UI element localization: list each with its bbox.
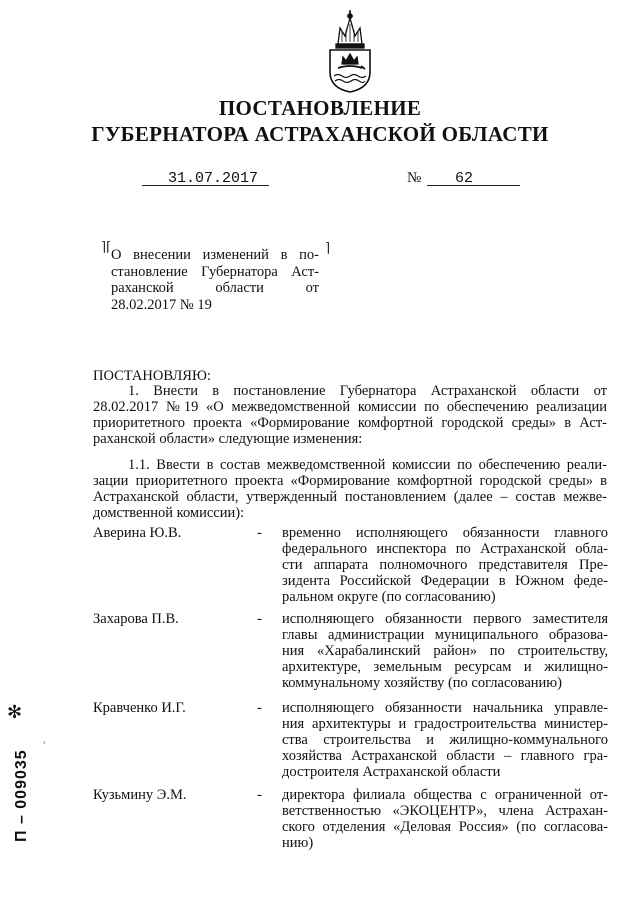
document-date: 31.07.2017: [168, 170, 259, 187]
paragraph-2-line: домственной комиссии):: [93, 505, 245, 521]
margin-serial-number: П – 009035: [13, 749, 30, 842]
member-description-line: хозяйства Астраханской области – главного гра-: [282, 748, 608, 764]
member-description: [282, 525, 608, 605]
member-description-line: исполняющего обязанности первого заместителя: [282, 611, 608, 627]
member-description-line: главы администрации муниципального образова-: [282, 627, 608, 643]
member-description: [282, 700, 608, 780]
member-description-line: ского отделения «Деловая Россия» (по согласова-: [282, 819, 608, 835]
member-dash: -: [257, 611, 262, 627]
margin-tick-mark: ′: [43, 738, 46, 752]
member-description-line: ния «Харабалинский район» по строительству,: [282, 643, 608, 659]
date-underline: [142, 185, 269, 186]
member-description-line: исполняющего обязанности начальника управле-: [282, 700, 608, 716]
margin-asterisk-icon: ✻: [7, 702, 23, 723]
member-description: [282, 787, 608, 851]
member-dash: -: [257, 700, 262, 716]
number-sign: №: [407, 170, 422, 186]
member-description-line: федерального инспектора по Астраханской обла-: [282, 541, 608, 557]
subject-line: становление Губернатора Аст-: [111, 263, 319, 280]
member-description-line: зидента Российской Федерации в Южном феде-: [282, 573, 608, 589]
subject-right-bracket-icon: ⌉: [325, 241, 331, 256]
member-description-line: временно исполняющего обязанности главного: [282, 525, 608, 541]
paragraph-2: [93, 457, 607, 521]
paragraph-1-line: приоритетного проекта «Формирование комфортной городской среды» в Аст-: [93, 415, 607, 431]
member-name: Кравченко И.Г.: [93, 700, 186, 716]
coat-of-arms-icon: [318, 8, 382, 94]
paragraph-2-line: 1.1. Ввести в состав межведомственной комиссии по обеспечению реали-: [128, 457, 607, 473]
document-title-line2: ГУБЕРНАТОРА АСТРАХАНСКОЙ ОБЛАСТИ: [91, 122, 549, 146]
document-title-line1: ПОСТАНОВЛЕНИЕ: [218, 96, 422, 120]
decree-word: ПОСТАНОВЛЯЮ:: [93, 368, 211, 384]
member-name: Аверина Ю.В.: [93, 525, 182, 541]
paragraph-2-line: зации приоритетного проекта «Формирование комфортной городской среды» в: [93, 473, 607, 489]
subject-left-bracket-icon: ⌉⌈: [101, 240, 112, 255]
member-description-line: сти аппарата полномочного представителя Пре-: [282, 557, 608, 573]
paragraph-1-line: раханской области» следующие изменения:: [93, 431, 363, 447]
member-description-line: ния архитектуры и градостроительства министер-: [282, 716, 608, 732]
document-number: 62: [455, 170, 474, 187]
member-description-line: ральном округе (по согласованию): [282, 589, 496, 605]
member-description-line: архитектуре, земельным ресурсам и жилищно-: [282, 659, 608, 675]
paragraph-1-line: 1. Внести в постановление Губернатора Астраханской области от: [128, 383, 607, 399]
member-description-line: ветственностью «ЭКОЦЕНТР», члена Астрахан-: [282, 803, 608, 819]
member-description: [282, 611, 608, 691]
subject-line: О внесении изменений в по-: [111, 247, 319, 263]
member-description-line: коммунальному хозяйству (по согласованию): [282, 675, 562, 691]
subject-line: 28.02.2017 № 19: [111, 296, 212, 313]
member-dash: -: [257, 525, 262, 541]
member-description-line: ства строительства и жилищно-коммунального: [282, 732, 608, 748]
paragraph-2-line: Астраханской области, утвержденный постановлением (далее – состав межве-: [93, 489, 607, 505]
member-description-line: достроителя Астраханской области: [282, 764, 501, 780]
paragraph-1-line: 28.02.2017 №19 «О межведомственной комиссии по обеспечению реализации: [93, 399, 607, 415]
paragraph-1: [93, 383, 607, 447]
subject-block: [111, 247, 319, 313]
number-underline: [427, 185, 520, 186]
subject-line: раханской области от: [111, 280, 319, 296]
member-description-line: нию): [282, 835, 314, 851]
member-dash: -: [257, 787, 262, 803]
member-name: Захарова П.В.: [93, 611, 179, 627]
member-name: Кузьмину Э.М.: [93, 787, 187, 803]
member-description-line: директора филиала общества с ограниченной от-: [282, 787, 608, 803]
